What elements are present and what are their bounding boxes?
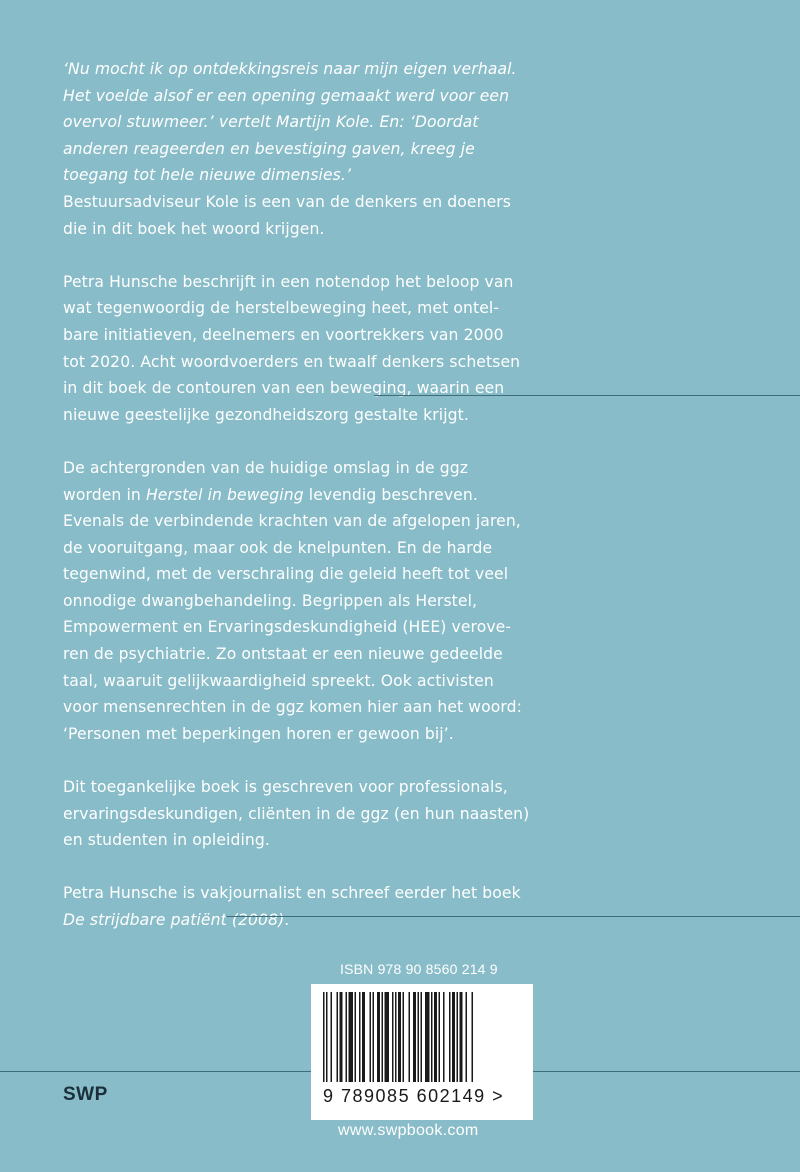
barcode-bar: [457, 992, 459, 1082]
barcode-bar: [326, 992, 328, 1082]
text-line: voor mensenrechten in de ggz komen hier aan het woord:: [63, 698, 523, 717]
barcode-bar: [392, 992, 394, 1082]
text-line: de vooruitgang, maar ook de knelpunten. En de harde: [63, 538, 493, 557]
publisher-website[interactable]: www.swpbook.com: [338, 1122, 479, 1139]
barcode-bar: [355, 992, 357, 1082]
barcode-bar: [403, 992, 405, 1082]
barcode-bar: [434, 992, 437, 1082]
barcode-bar: [466, 992, 468, 1082]
barcode-bar: [418, 992, 420, 1082]
text-line: Bestuursadviseur Kole is een van de denkers en doeners: [63, 192, 512, 211]
barcode-bar: [337, 992, 339, 1082]
barcode-bar: [460, 992, 463, 1082]
text-line: De achtergronden van de huidige omslag in de ggz: [63, 458, 468, 477]
back-cover-blurb: [63, 56, 543, 960]
text-line: tegenwind, met de verschraling die geleid heeft tot veel: [63, 565, 509, 584]
barcode-bars: [321, 992, 523, 1084]
text-line: overvol stuwmeer.’ vertelt Martijn Kole. En: ‘Doordat: [63, 113, 479, 132]
text-fragment: worden in: [63, 485, 146, 504]
barcode-bar: [452, 992, 455, 1082]
text-line: Dit toegankelijke boek is geschreven voor professionals,: [63, 778, 508, 797]
barcode-bar: [409, 992, 411, 1082]
divider-rule: [374, 395, 800, 396]
text-line: [63, 482, 543, 509]
text-line: anderen reageerden en bevestiging gaven, kreeg je: [63, 139, 475, 158]
barcode-digits: 9 789085 602149 >: [323, 1086, 505, 1106]
barcode-bar: [331, 992, 333, 1082]
barcode-bar: [349, 992, 354, 1082]
text-line: in dit boek de contouren van een beweging, waarin een: [63, 379, 505, 398]
barcode-bar: [323, 992, 325, 1082]
text-line: ‘Nu mocht ik op ontdekkingsreis naar mijn eigen verhaal.: [63, 60, 517, 78]
text-line: Evenals de verbindende krachten van de afgelopen jaren,: [63, 512, 521, 531]
barcode-bar: [421, 992, 423, 1082]
barcode-bar: [395, 992, 397, 1082]
text-line: onnodige dwangbehandeling. Begrippen als Herstel,: [63, 591, 478, 610]
text-line: en studenten in opleiding.: [63, 831, 270, 850]
background-paragraph: [63, 455, 543, 748]
text-line: Petra Hunsche is vakjournalist en schreef eerder het boek: [63, 884, 521, 903]
text-line: tot 2020. Acht woordvoerders en twaalf denkers schetsen: [63, 352, 521, 371]
barcode-bar: [439, 992, 441, 1082]
text-line: ren de psychiatrie. Zo ontstaat er een nieuwe gedeelde: [63, 645, 503, 664]
publisher-logo: SWP: [63, 1084, 108, 1105]
text-line: taal, waaruit gelijkwaardigheid spreekt. Ook activisten: [63, 671, 494, 690]
barcode-bar: [370, 992, 372, 1082]
text-line: wat tegenwoordig de herstelbeweging heet, met ontel-: [63, 299, 500, 318]
barcode-bar: [373, 992, 375, 1082]
barcode-bar: [413, 992, 416, 1082]
isbn-barcode: [311, 984, 533, 1120]
barcode-bar: [398, 992, 401, 1082]
barcode-bar: [385, 992, 390, 1082]
barcode-bar: [425, 992, 430, 1082]
quote-paragraph: [63, 56, 543, 189]
summary-paragraph: [63, 269, 543, 429]
barcode-bar: [346, 992, 348, 1082]
book-title: Herstel in beweging: [145, 485, 304, 504]
text-fragment: levendig beschreven.: [303, 485, 478, 504]
isbn-label: ISBN 978 90 8560 214 9: [340, 961, 498, 977]
barcode-bar: [472, 992, 474, 1082]
text-line: ‘Personen met beperkingen horen er gewoon bij’.: [63, 724, 454, 743]
audience-paragraph: [63, 774, 543, 854]
text-line: die in dit boek het woord krijgen.: [63, 219, 325, 238]
barcode-bar: [340, 992, 343, 1082]
intro-paragraph: [63, 189, 543, 242]
barcode-bar: [431, 992, 433, 1082]
barcode-bar: [449, 992, 451, 1082]
text-line: [63, 907, 543, 934]
barcode-bar: [362, 992, 365, 1082]
text-line: Empowerment en Ervaringsdeskundigheid (HEE) verove-: [63, 618, 512, 637]
text-line: Het voelde alsof er een opening gemaakt werd voor een: [63, 86, 510, 105]
text-line: ervaringsdeskundigen, cliënten in de ggz (en hun naasten): [63, 804, 530, 823]
barcode-bar: [382, 992, 384, 1082]
text-line: nieuwe geestelijke gezondheidszorg gestalte krijgt.: [63, 405, 469, 424]
barcode-bar: [443, 992, 445, 1082]
barcode-bar: [377, 992, 380, 1082]
text-line: bare initiatieven, deelnemers en voortrekkers van 2000: [63, 325, 504, 344]
divider-rule: [226, 916, 800, 917]
author-bio: [63, 880, 543, 933]
text-line: Petra Hunsche beschrijft in een notendop het beloop van: [63, 272, 514, 291]
book-title: De strijdbare patiënt (2008): [63, 911, 285, 929]
barcode-bar: [359, 992, 361, 1082]
text-fragment: .: [284, 911, 290, 929]
text-line: toegang tot hele nieuwe dimensies.’: [63, 166, 352, 185]
